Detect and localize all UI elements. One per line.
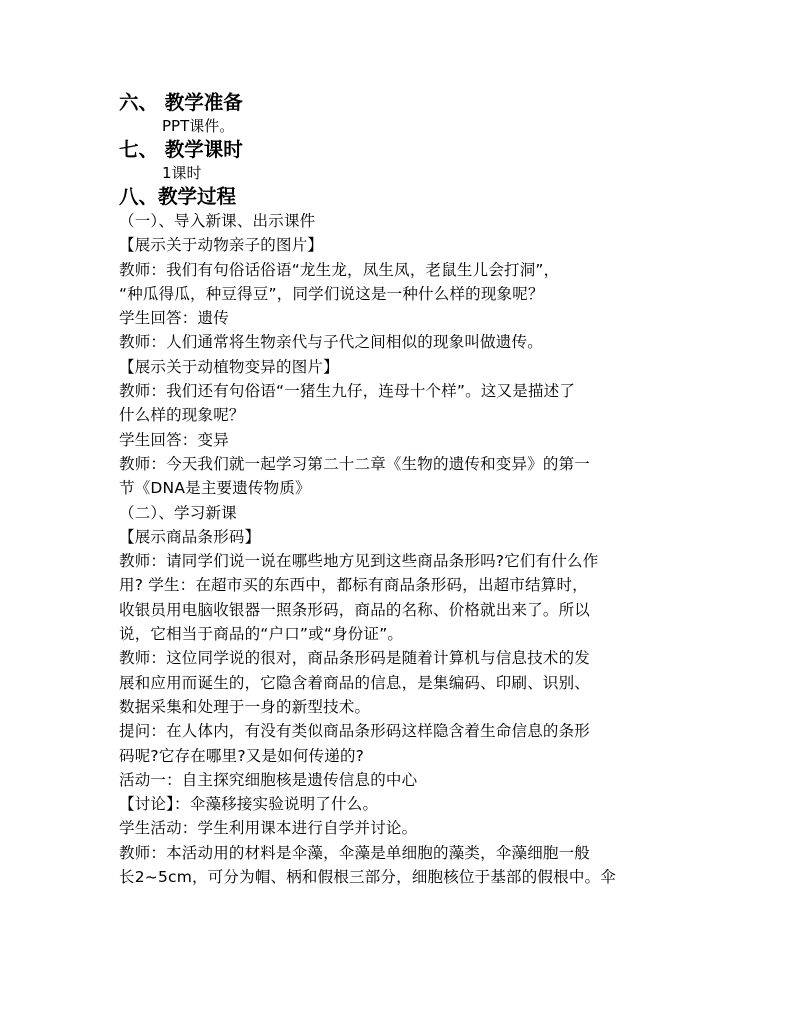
body-line: 教师：本活动用的材料是伞藻，伞藻是单细胞的藻类，伞藻细胞一般 — [119, 843, 591, 862]
body-line: 学生回答：遗传 — [119, 309, 229, 328]
body-line: 【讨论】：伞藻移接实验说明了什么。 — [119, 795, 379, 814]
body-line: “种瓜得瓜，种豆得豆”，同学们说这是一种什么样的现象呢？ — [119, 284, 544, 303]
body-line: 节《DNA是主要遗传物质》 — [119, 479, 311, 498]
body-line: （一）、导入新课、出示课件 — [119, 212, 316, 230]
body-line: 教师：我们还有句俗语“一猪生九仔，连母十个样”。这又是描述了 — [119, 382, 576, 401]
body-line: 教师：我们有句俗话俗语“龙生龙，凤生凤，老鼠生儿会打洞”， — [119, 260, 560, 279]
body-line: 码呢?它存在哪里?又是如何传递的? — [119, 746, 365, 765]
preparation-content: PPT课件。 — [162, 117, 235, 135]
body-line: 说，它相当于商品的“户口”或“身份证”。 — [119, 625, 404, 644]
section-heading-preparation: 六、 教学准备 — [119, 91, 243, 114]
section-heading-teaching-process: 八、教学过程 — [119, 185, 237, 208]
body-line: 学生活动：学生利用课本进行自学并讨论。 — [119, 819, 418, 838]
body-line: （二）、学习新课 — [119, 503, 237, 522]
teaching-process-body — [119, 209, 681, 889]
body-line: 用? 学生：在超市买的东西中，都标有商品条形码，出超市结算时， — [119, 576, 588, 595]
body-line: 【展示关于动物亲子的图片】 — [119, 236, 324, 255]
body-line: 【展示关于动植物变异的图片】 — [119, 357, 339, 376]
document-page — [119, 90, 681, 889]
body-line: 教师：人们通常将生物亲代与子代之间相似的现象叫做遗传。 — [119, 333, 543, 352]
body-line: 什么样的现象呢？ — [119, 406, 245, 425]
body-line: 数据采集和处理于一身的新型技术。 — [119, 697, 371, 716]
body-line: 教师：今天我们就一起学习第二十二章《生物的遗传和变异》的第一 — [119, 454, 591, 473]
body-line: 教师：这位同学说的很对，商品条形码是随着计算机与信息技术的发 — [119, 649, 591, 668]
body-line: 活动一：自主探究细胞核是遗传信息的中心 — [119, 770, 418, 789]
body-line: 展和应用而诞生的，它隐含着商品的信息，是集编码、印刷、识别、 — [119, 673, 591, 692]
class-hours-content: 1课时 — [162, 164, 202, 182]
body-line: 教师：请同学们说一说在哪些地方见到这些商品条形吗?它们有什么作 — [119, 552, 599, 571]
body-line: 收银员用电脑收银器一照条形码，商品的名称、价格就出来了。所以 — [119, 600, 591, 619]
section-heading-class-hours: 七、 教学课时 — [119, 138, 243, 161]
body-line: 提问：在人体内，有没有类似商品条形码这样隐含着生命信息的条形 — [119, 722, 591, 741]
body-line: 【展示商品条形码】 — [119, 527, 261, 546]
body-line: 长2~5cm，可分为帽、柄和假根三部分，细胞核位于基部的假根中。伞 — [119, 868, 616, 887]
body-line: 学生回答：变异 — [119, 430, 229, 449]
